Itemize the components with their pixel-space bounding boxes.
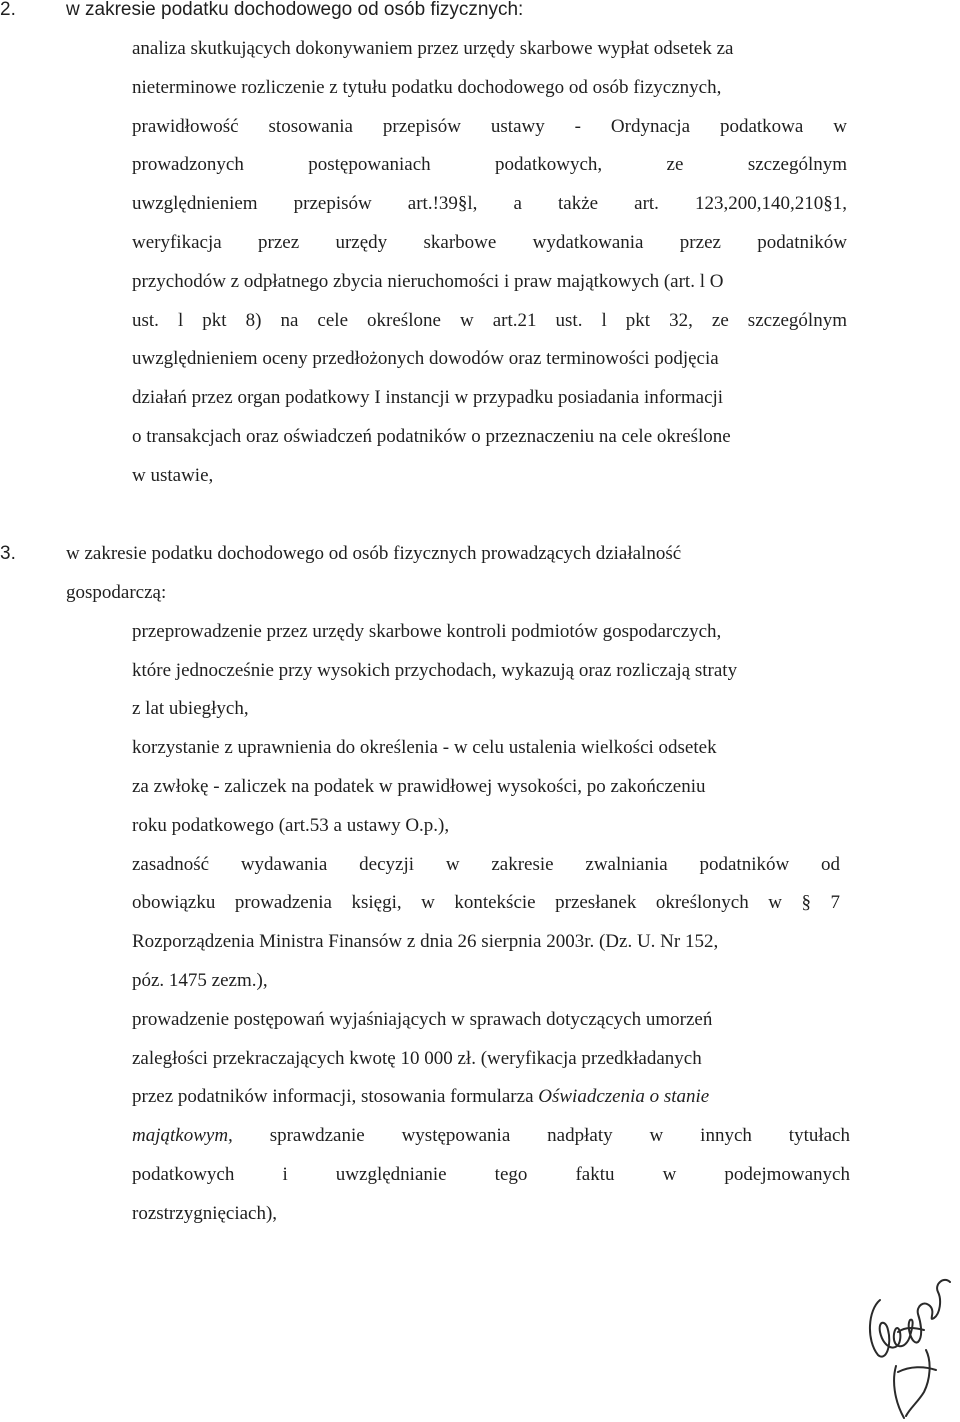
section-2-line-2: nieterminowe rozliczenie z tytułu podatku dochodowego od osób fizycznych, <box>132 77 722 98</box>
section-3-line-7: zasadność wydawania decyzji w zakresie zwalniania podatników od <box>132 854 840 875</box>
section-3-line-4: korzystanie z uprawnienia do określenia - w celu ustalenia wielkości odsetek <box>132 737 717 758</box>
section-3-number: 3. <box>0 543 16 564</box>
section-3-line-13 <box>132 1085 709 1109</box>
section-3-line-16: rozstrzygnięciach), <box>132 1203 278 1224</box>
section-2-heading: w zakresie podatku dochodowego od osób fizycznych: <box>66 0 524 20</box>
section-3-line-10: póz. 1475 zezm.), <box>132 970 268 991</box>
section-3-line-9: Rozporządzenia Ministra Finansów z dnia 26 sierpnia 2003r. (Dz. U. Nr 152, <box>132 931 719 952</box>
section-3-line-11: prowadzenie postępowań wyjaśniających w sprawach dotyczących umorzeń <box>132 1009 713 1030</box>
section-3-line-15: podatkowych i uwzględnianie tego faktu w podejmowanych <box>132 1164 850 1185</box>
section-2-line-9: uwzględnieniem oceny przedłożonych dowodów oraz terminowości podjęcia <box>132 348 719 369</box>
section-3-line-6: roku podatkowego (art.53 a ustawy O.p.), <box>132 815 450 836</box>
section-2-line-10: działań przez organ podatkowy I instancji w przypadku posiadania informacji <box>132 387 724 408</box>
section-3-line-1: przeprowadzenie przez urzędy skarbowe kontroli podmiotów gospodarczych, <box>132 621 722 642</box>
line-13-text: przez podatników informacji, stosowania formularza <box>132 1086 539 1107</box>
section-2-line-5: uwzględnieniem przepisów art.!39§l, a także art. 123,200,140,210§1, <box>132 193 847 214</box>
section-3-line-8: obowiązku prowadzenia księgi, w kontekście przesłanek określonych w § 7 <box>132 892 840 913</box>
line-14-italic: majątkowym, <box>132 1125 233 1146</box>
section-2-line-8: ust. l pkt 8) na cele określone w art.21 ust. l pkt 32, ze szczególnym <box>132 310 847 331</box>
section-2-line-3: prawidłowość stosowania przepisów ustawy - Ordynacja podatkowa w <box>132 116 847 137</box>
section-2-line-4: prowadzonych postępowaniach podatkowych, ze szczególnym <box>132 154 847 175</box>
section-3-line-12: zaległości przekraczających kwotę 10 000 zł. (weryfikacja przedkładanych <box>132 1048 702 1069</box>
section-2-number: 2. <box>0 0 16 20</box>
line-13-italic: Oświadczenia o stanie <box>538 1086 710 1107</box>
section-3-heading-line-2: gospodarczą: <box>66 582 167 603</box>
section-3-line-2: które jednocześnie przy wysokich przychodach, wykazują oraz rozliczają straty <box>132 660 738 681</box>
section-2-line-6: weryfikacja przez urzędy skarbowe wydatkowania przez podatników <box>132 232 847 253</box>
section-2-line-7: przychodów z odpłatnego zbycia nieruchomości i praw majątkowych (art. l O <box>132 271 724 292</box>
handwritten-signature-icon <box>858 1270 958 1422</box>
section-3-line-14 <box>132 1124 850 1148</box>
section-3-heading-line-1: w zakresie podatku dochodowego od osób fizycznych prowadzących działalność <box>66 543 682 564</box>
section-2-line-11: o transakcjach oraz oświadczeń podatników o przeznaczeniu na cele określone <box>132 426 731 447</box>
section-2-line-1: analiza skutkujących dokonywaniem przez urzędy skarbowe wypłat odsetek za <box>132 38 734 59</box>
section-3-line-3: z lat ubiegłych, <box>132 698 249 719</box>
section-2-line-12: w ustawie, <box>132 465 214 486</box>
section-3-line-5: za zwłokę - zaliczek na podatek w prawidłowej wysokości, po zakończeniu <box>132 776 706 797</box>
line-14-text: sprawdzanie występowania nadpłaty w innych tytułach <box>232 1125 850 1146</box>
